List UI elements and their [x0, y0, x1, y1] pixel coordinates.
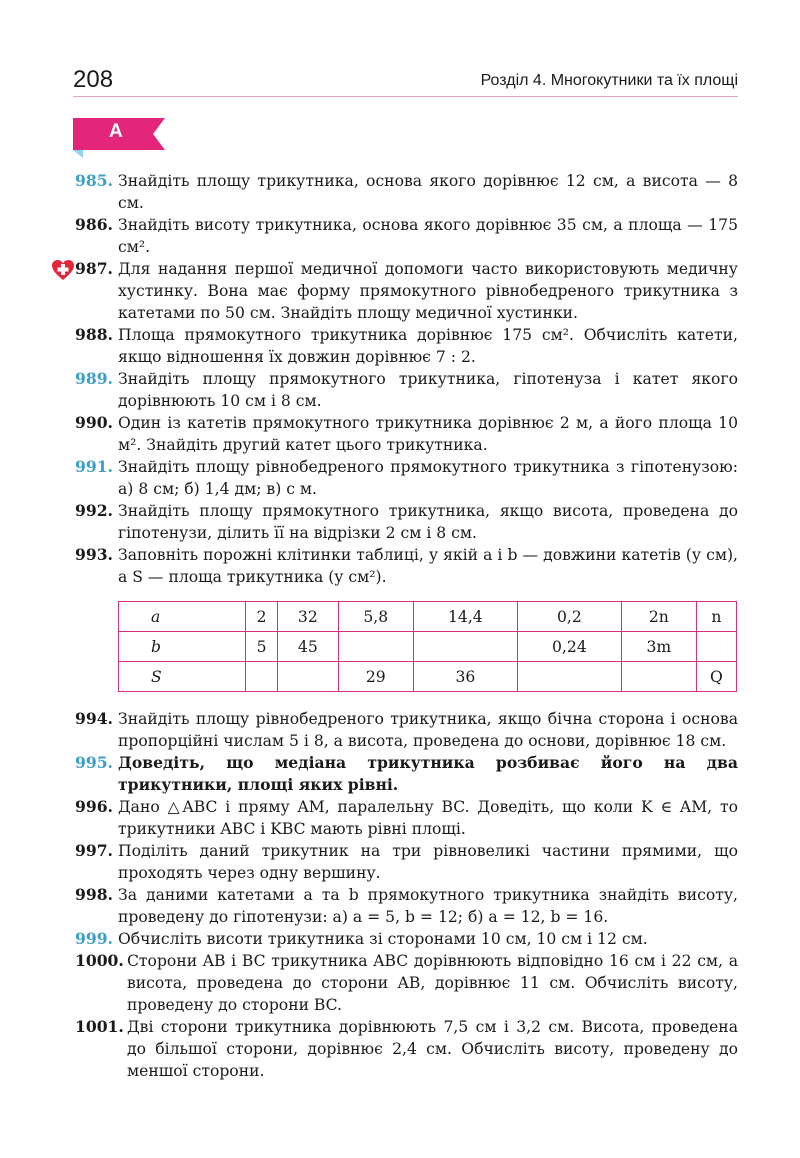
table-cell: n [696, 602, 736, 632]
problem-number: 1001. [75, 1017, 124, 1036]
chapter-title: Розділ 4. Многокутники та їх площі [480, 72, 738, 89]
header-rule [73, 96, 738, 97]
problem-995 [75, 752, 738, 796]
table-cell: 2n [621, 602, 696, 632]
problem-number: 994. [75, 709, 113, 728]
problem-number: 999. [75, 929, 113, 948]
table-cell: 5 [246, 632, 278, 662]
problem-988 [75, 324, 738, 368]
problem-text: Знайдіть площу рівнобедреного трикутника, якщо бічна сторона і основа пропорційні числам 5 і 8, а висота, проведена до основи, дорівнює 18 см. [118, 710, 738, 750]
table-cell: Q [696, 662, 736, 692]
problem-text: Для надання першої медичної допомоги часто використовують медичну хустинку. Вона має форму прямокутного рівнобедреного трикутника з катетами по 50 см. Знайдіть площу медичної хустинки. [118, 260, 738, 322]
problem-text: Сторони AB і BC трикутника ABC дорівнюють відповідно 16 см і 22 см, а висота, проведена до сторони AB, дорівнює 11 см. Обчисліть висоту, проведену до сторони BC. [127, 952, 738, 1014]
table-cell: 2 [246, 602, 278, 632]
problem-number: 1000. [75, 951, 124, 970]
level-badge [73, 118, 165, 150]
problem-number: 992. [75, 501, 113, 520]
problem-number: 996. [75, 797, 113, 816]
problem-text: Обчисліть висоти трикутника зі сторонами 10 см, 10 см і 12 см. [118, 930, 648, 948]
table-cell: S [119, 662, 246, 692]
table-row-s [119, 662, 737, 692]
problem-990 [75, 412, 738, 456]
problem-999 [75, 928, 738, 950]
problem-text: Знайдіть площу прямокутного трикутника, гіпотенуза і катет якого дорівнюють 10 см і 8 см. [118, 370, 738, 410]
problem-985 [75, 170, 738, 214]
problem-text: Знайдіть площу рівнобедреного прямокутного трикутника з гіпотенузою: а) 8 см; б) 1,4 дм; в) c м. [118, 458, 738, 498]
problem-text: Заповніть порожні клітинки таблиці, у якій a і b — довжини катетів (у см), а S — площа трикутника (у см²). [118, 546, 738, 586]
table-cell: b [119, 632, 246, 662]
problem-text: Один із катетів прямокутного трикутника дорівнює 2 м, а його площа 10 м². Знайдіть другий катет цього трикутника. [118, 414, 738, 454]
problem-text: Знайдіть площу прямокутного трикутника, якщо висота, проведена до гіпотенузи, ділить її на відрізки 2 см і 8 см. [118, 502, 738, 542]
problem-number: 986. [75, 215, 113, 234]
table-row-a [119, 602, 737, 632]
problem-992 [75, 500, 738, 544]
problem-998 [75, 884, 738, 928]
problem-list [75, 170, 738, 1082]
problem-number: 998. [75, 885, 113, 904]
table-cell: 45 [278, 632, 339, 662]
table-cell: 3m [621, 632, 696, 662]
table-cell [246, 662, 278, 692]
problem-text: За даними катетами a та b прямокутного трикутника знайдіть висоту, проведену до гіпотенузи: а) a = 5, b = 12; б) a = 12, b = 16. [118, 886, 738, 926]
problem-number: 989. [75, 369, 113, 388]
table-cell: a [119, 602, 246, 632]
problem-number: 990. [75, 413, 113, 432]
values-table [118, 601, 737, 692]
problem-996 [75, 796, 738, 840]
problem-text: Поділіть даний трикутник на три рівновеликі частини прямими, що проходять через одну вершину. [118, 842, 738, 882]
problem-text: Дві сторони трикутника дорівнюють 7,5 см і 3,2 см. Висота, проведена до більшої сторони, дорівнює 2,4 см. Обчисліть висоту, проведену до меншої сторони. [127, 1018, 738, 1080]
table-cell: 14,4 [413, 602, 517, 632]
problem-text: Доведіть, що медіана трикутника розбиває його на два трикутники, площі яких рівні. [118, 753, 738, 794]
heart-cross-icon [51, 259, 75, 281]
problem-989 [75, 368, 738, 412]
problem-987 [75, 258, 738, 324]
problem-993 [75, 544, 738, 588]
problem-text: Знайдіть площу трикутника, основа якого дорівнює 12 см, а висота — 8 см. [118, 172, 738, 212]
table-cell [278, 662, 339, 692]
table-cell [338, 632, 413, 662]
problem-number: 991. [75, 457, 113, 476]
table-cell: 0,2 [517, 602, 621, 632]
table-cell [696, 632, 736, 662]
problem-991 [75, 456, 738, 500]
table-cell [517, 662, 621, 692]
problem-text: Дано △ABC і пряму AM, паралельну BC. Доведіть, що коли K ∈ AM, то трикутники ABC і KBC мають рівні площі. [118, 798, 738, 838]
table-cell: 5,8 [338, 602, 413, 632]
table-cell [621, 662, 696, 692]
problem-1000 [75, 950, 738, 1016]
level-label: А [109, 121, 123, 142]
problem-number: 987. [75, 259, 113, 278]
table-row-b [119, 632, 737, 662]
problem-number: 997. [75, 841, 113, 860]
problem-number: 985. [75, 171, 113, 190]
problem-number: 993. [75, 545, 113, 564]
problem-986 [75, 214, 738, 258]
problem-994 [75, 708, 738, 752]
problem-1001 [75, 1016, 738, 1082]
page-header [73, 66, 738, 96]
table-cell: 29 [338, 662, 413, 692]
table-cell: 32 [278, 602, 339, 632]
problem-text: Площа прямокутного трикутника дорівнює 175 см². Обчисліть катети, якщо відношення їх довжин дорівнює 7 : 2. [118, 326, 738, 366]
problem-number: 995. [75, 753, 113, 772]
problem-text: Знайдіть висоту трикутника, основа якого дорівнює 35 см, а площа — 175 см². [118, 216, 738, 256]
table-cell: 0,24 [517, 632, 621, 662]
table-cell: 36 [413, 662, 517, 692]
table-cell [413, 632, 517, 662]
page-number: 208 [73, 66, 114, 93]
problem-number: 988. [75, 325, 113, 344]
problem-997 [75, 840, 738, 884]
